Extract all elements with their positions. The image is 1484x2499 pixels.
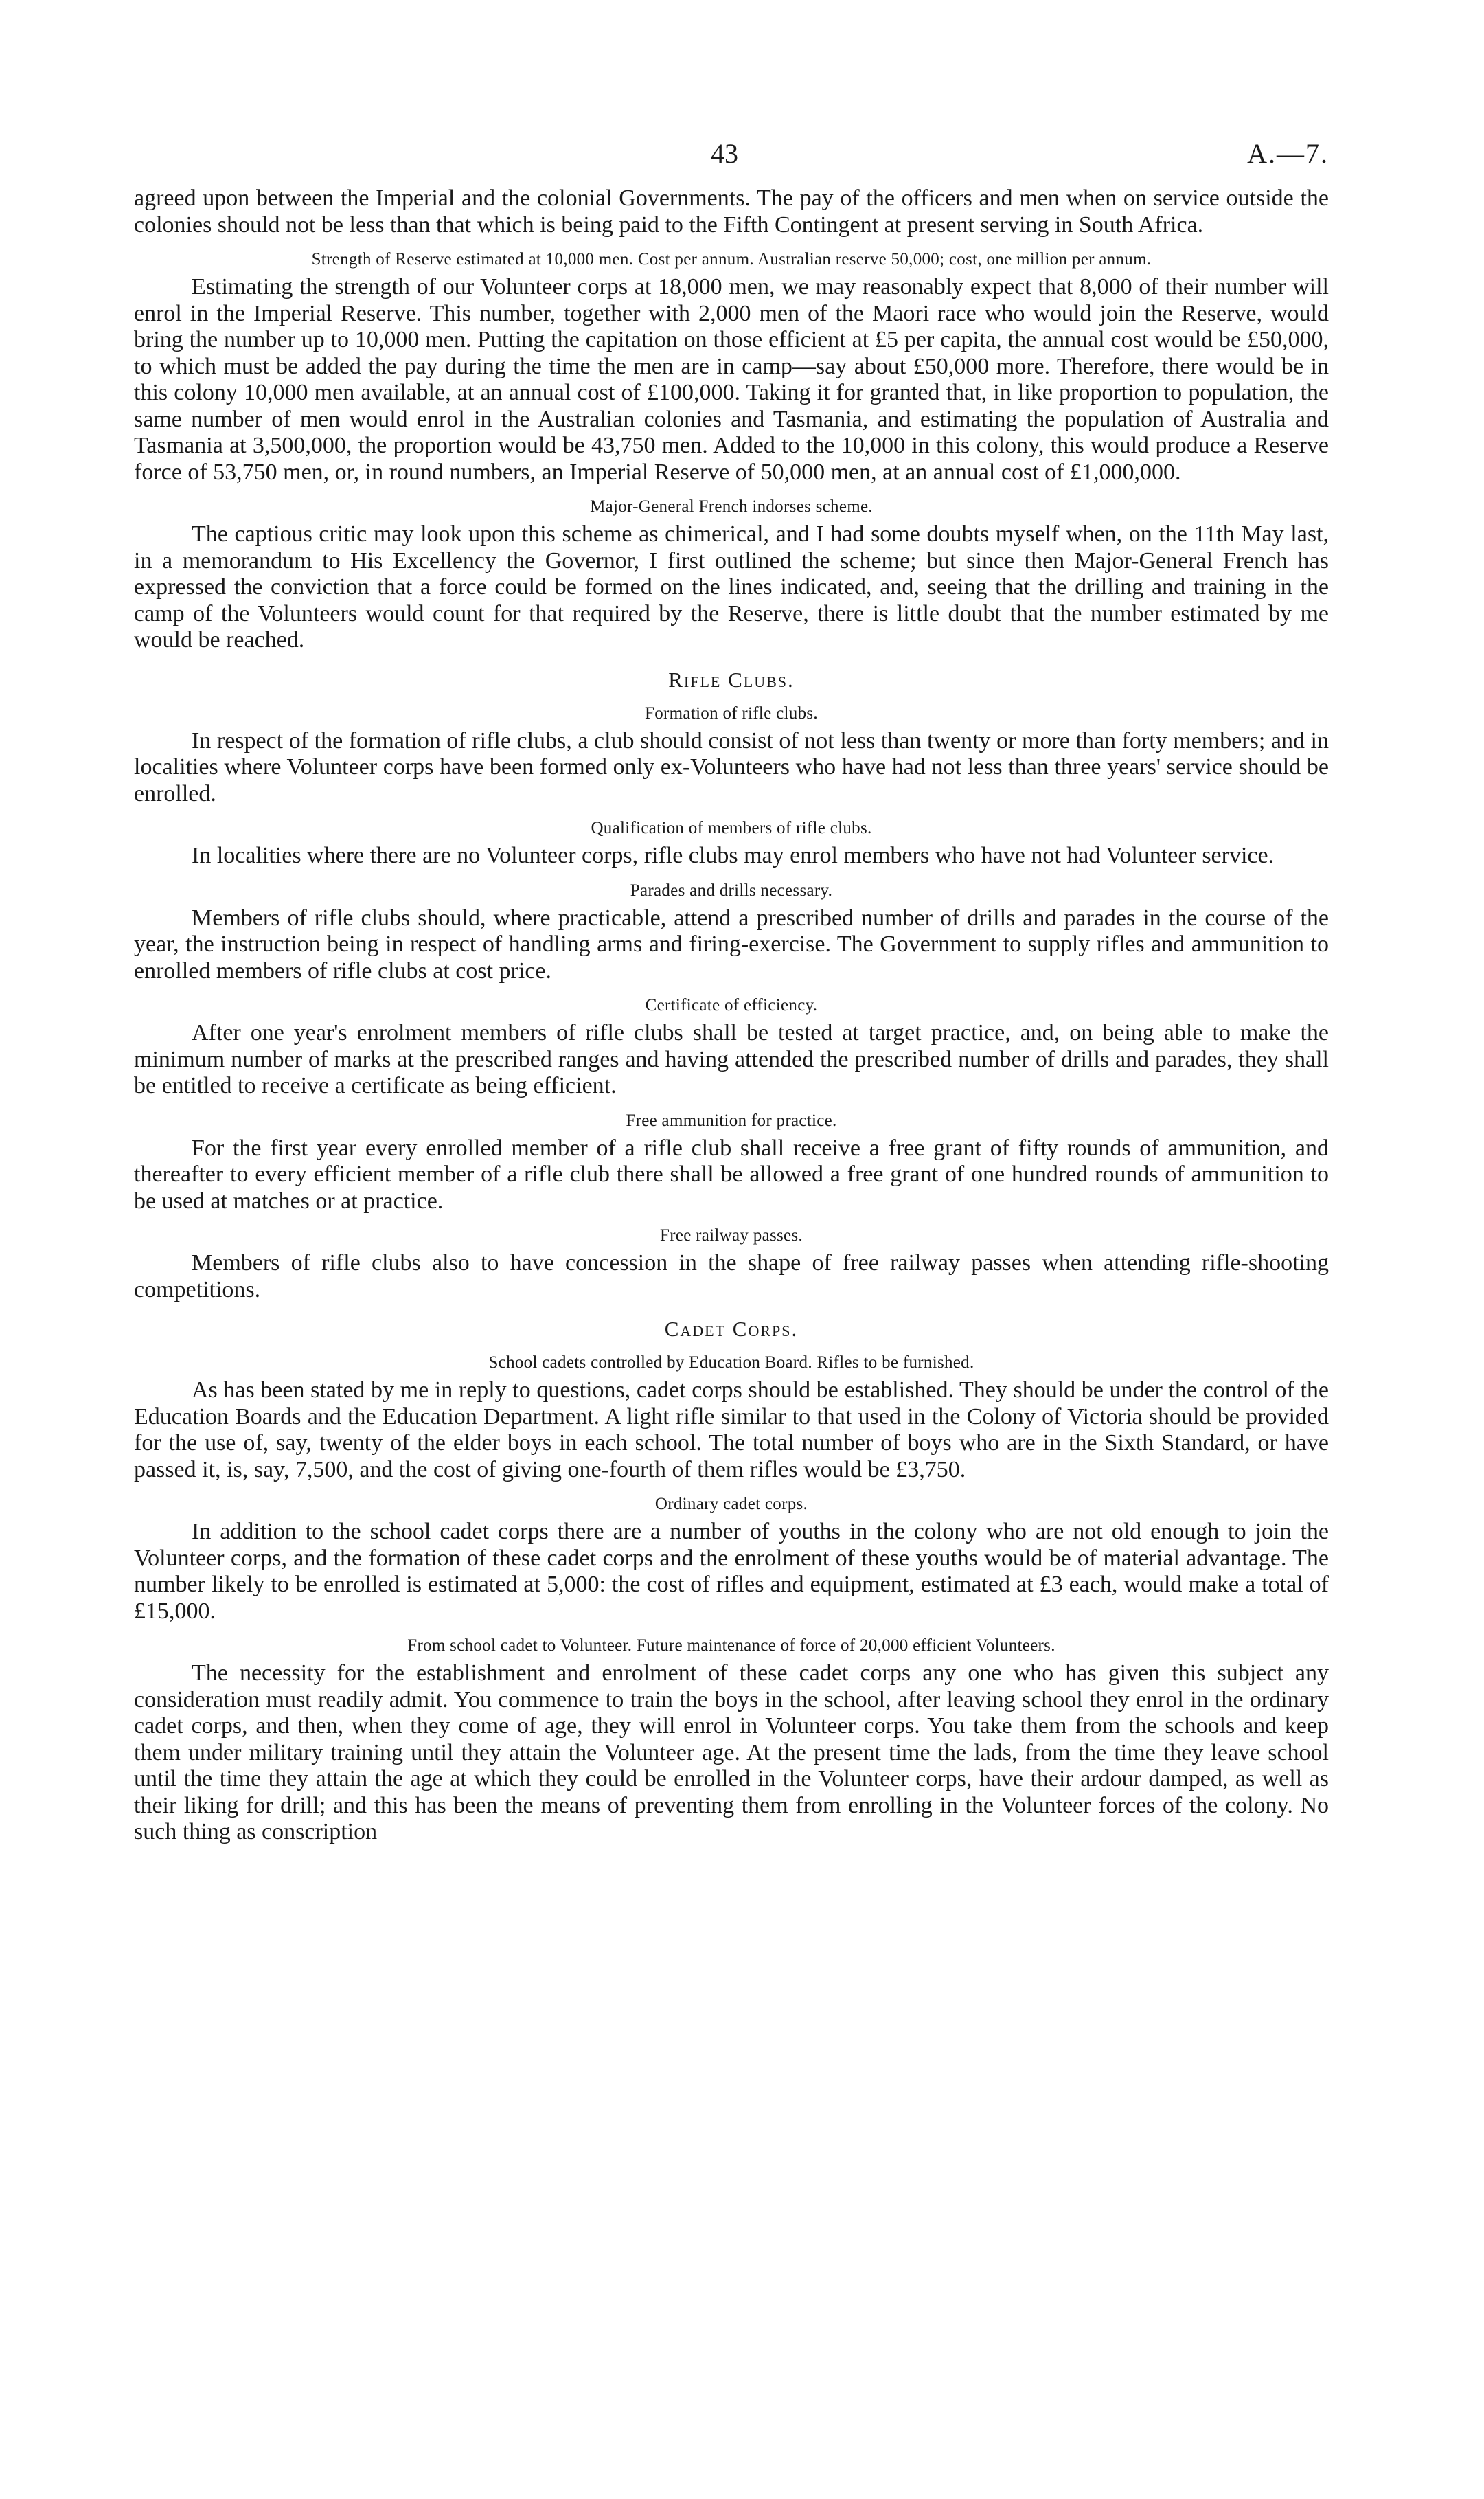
side-note-cadet-to-volunteer: From school cadet to Volunteer. Future maintenance of force of 20,000 efficient Volunteers.	[407, 1636, 1055, 1655]
side-note-ordinary-cadets: Ordinary cadet corps.	[654, 1495, 808, 1513]
side-note-railway-passes: Free railway passes.	[659, 1226, 803, 1245]
document-page	[134, 137, 1329, 1846]
side-note-french-indorses: Major-General French indorses scheme.	[590, 497, 873, 516]
series-reference: A.—7.	[1247, 138, 1329, 169]
paragraph-reserve-pay: agreed upon between the Imperial and the colonial Governments. The pay of the officers and men when on service outside the colonies should not be less than that which is being paid to the Fifth Contingent at present serving in South Africa.	[134, 185, 1329, 238]
body-text	[134, 185, 1329, 1846]
paragraph-formation: In respect of the formation of rifle clubs, a club should consist of not less than twenty or more than forty members; and in localities where Volunteer corps have been formed only ex-Volunteers who have had not less than three years' service should be enrolled.	[134, 727, 1329, 806]
side-note-certificate: Certificate of efficiency.	[645, 996, 818, 1015]
paragraph-railway-passes: Members of rifle clubs also to have concession in the shape of free railway passes when attending rifle-shooting competitions.	[134, 1250, 1329, 1302]
paragraph-reserve-estimate: Estimating the strength of our Volunteer corps at 18,000 men, we may reasonably expect that 8,000 of their number will enrol in the Imperial Reserve. This number, together with 2,000 men of the Maori race who would join the Reserve, would bring the number up to 10,000 men. Putting the capitation on those efficient at £5 per capita, the annual cost would be £50,000, to which must be added the pay during the time the men are in camp—say about £50,000 more. Therefore, there would be in this colony 10,000 men available, at an annual cost of £100,000. Taking it for granted that, in like proportion to population, the same number of men would enrol in the Australian colonies and Tasmania, and estimating the population of Australia and Tasmania at 3,500,000, the proportion would be 43,750 men. Added to the 10,000 in this colony, this would produce a Reserve force of 53,750 men, or, in round numbers, an Imperial Reserve of 50,000 men, at an annual cost of £1,000,000.	[134, 274, 1329, 485]
page-number: 43	[711, 138, 738, 169]
paragraph-certificate: After one year's enrolment members of rifle clubs shall be tested at target practice, and, on being able to make the minimum number of marks at the prescribed ranges and having attended the prescribed number of drills and parades, they shall be entitled to receive a certificate as being efficient.	[134, 1020, 1329, 1098]
side-note-qualification: Qualification of members of rifle clubs.	[591, 819, 872, 837]
paragraph-qualification: In localities where there are no Volunteer corps, rifle clubs may enrol members who have not had Volunteer service.	[192, 843, 1275, 868]
paragraph-cadet-necessity: The necessity for the establishment and enrolment of these cadet corps any one who has given this subject any consideration must readily admit. You commence to train the boys in the school, after leaving school they enrol in the ordinary cadet corps, and then, when they come of age, they will enrol in Volunteer corps. You take them from the schools and keep them under military training until they attain the Volunteer age. At the present time the lads, from the time they leave school until the time they attain the age at which they could be enrolled in the Volunteer corps, have their ardour damped, as well as their liking for drill; and this has been the means of preventing them from enrolling in the Volunteer forces of the colony. No such thing as conscription	[134, 1660, 1329, 1844]
section-heading-rifle-clubs: Rifle Clubs.	[668, 667, 795, 692]
side-note-school-cadets: School cadets controlled by Education Board. Rifles to be furnished.	[488, 1353, 974, 1372]
paragraph-ordinary-cadets: In addition to the school cadet corps there are a number of youths in the colony who are not old enough to join the Volunteer corps, and the formation of these cadet corps and the enrolment of these youths would be of material advantage. The number likely to be enrolled is estimated at 5,000: the cost of rifles and equipment, estimated at £3 each, would make a total of £15,000.	[134, 1519, 1329, 1624]
side-note-formation: Formation of rifle clubs.	[645, 703, 818, 723]
side-note-reserve-strength: Strength of Reserve estimated at 10,000 men. Cost per annum. Australian reserve 50,000; cost, one million per annum.	[311, 250, 1152, 269]
page-header	[134, 137, 1329, 185]
section-heading-cadet-corps: Cadet Corps.	[664, 1317, 799, 1341]
paragraph-free-ammunition: For the first year every enrolled member of a rifle club shall receive a free grant of fifty rounds of ammunition, and thereafter to every efficient member of a rifle club there shall be allowed a free grant of one hundred rounds of ammunition to be used at matches or at practice.	[134, 1135, 1329, 1214]
side-note-parades: Parades and drills necessary.	[630, 881, 833, 900]
paragraph-captious-critic: The captious critic may look upon this scheme as chimerical, and I had some doubts myself when, on the 11th May last, in a memorandum to His Excellency the Governor, I first outlined the scheme; but since then Major-General French has expressed the conviction that a force could be formed on the lines indicated, and, seeing that the drilling and training in the camp of the Volunteers would count for that required by the Reserve, there is little doubt that the number estimated by me would be reached.	[134, 521, 1329, 653]
paragraph-school-cadets: As has been stated by me in reply to questions, cadet corps should be established. They should be under the control of the Education Boards and the Education Department. A light rifle similar to that used in the Colony of Victoria should be provided for the use of, say, twenty of the elder boys in each school. The total number of boys who are in the Sixth Standard, or have passed it, is, say, 7,500, and the cost of giving one-fourth of them rifles would be £3,750.	[134, 1377, 1329, 1482]
paragraph-parades: Members of rifle clubs should, where practicable, attend a prescribed number of drills and parades in the course of the year, the instruction being in respect of handling arms and firing-exercise. The Government to supply rifles and ammunition to enrolled members of rifle clubs at cost price.	[134, 905, 1329, 984]
side-note-free-ammunition: Free ammunition for practice.	[626, 1111, 837, 1130]
